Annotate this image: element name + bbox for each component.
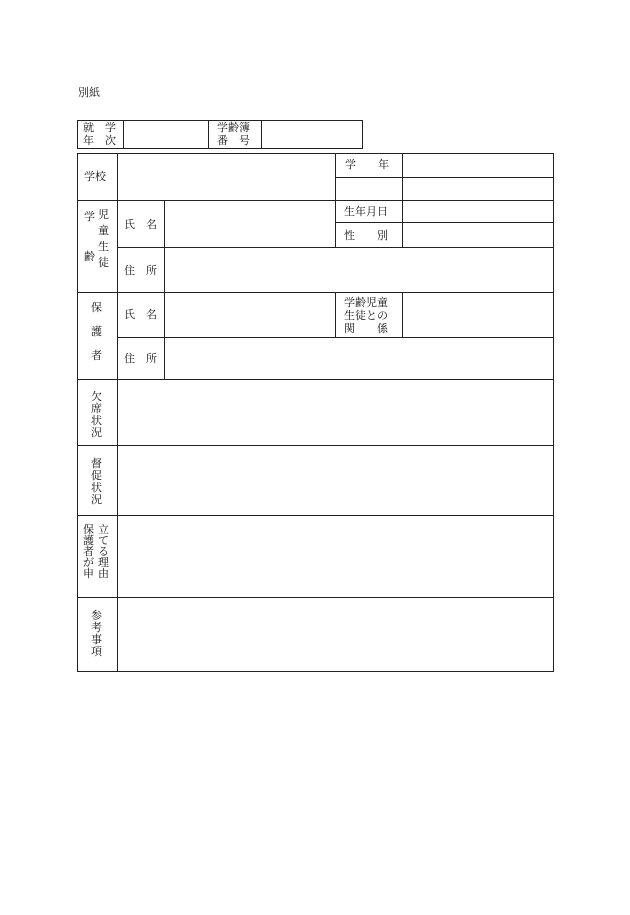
school-label: 学校 — [84, 170, 106, 183]
reason-label-col1: 保 護 者 が 申 — [83, 523, 94, 580]
notes-field[interactable] — [122, 602, 548, 666]
birthdate-label: 生年月日 — [344, 205, 388, 218]
relation-label-line2: 生徒との — [344, 309, 388, 322]
relation-label-line1: 学齢児童 — [344, 296, 388, 309]
relation-label-line3: 関 係 — [344, 322, 388, 335]
notes-label: 参 考 事 項 — [91, 609, 102, 658]
reminder-field[interactable] — [122, 450, 548, 510]
register-number-label-line1: 学齢簿 — [217, 121, 250, 134]
student-label-col1: 学 齢 — [84, 210, 95, 263]
absence-label: 欠 席 状 況 — [91, 390, 102, 439]
student-address-label: 住 所 — [124, 264, 157, 277]
reason-field[interactable] — [122, 520, 548, 592]
grade-label: 学 年 — [345, 158, 389, 171]
guardian-address-label: 住 所 — [124, 352, 157, 365]
student-name-label: 氏 名 — [124, 218, 157, 231]
guardian-label: 保 護 者 — [91, 301, 102, 362]
reason-label-col2: 立 て る 理 由 — [98, 523, 109, 580]
enrollment-year-label-line2: 年 次 — [83, 134, 116, 147]
register-number-label-line2: 番 号 — [217, 134, 250, 147]
attachment-label: 別紙 — [78, 86, 100, 99]
enrollment-year-label-line1: 就 学 — [83, 121, 116, 134]
absence-field[interactable] — [122, 384, 548, 440]
gender-label: 性 別 — [344, 229, 388, 242]
guardian-name-label: 氏 名 — [124, 308, 157, 321]
reminder-label: 督 促 状 況 — [91, 457, 102, 506]
student-label-col2: 児 童 生 徒 — [98, 208, 109, 269]
